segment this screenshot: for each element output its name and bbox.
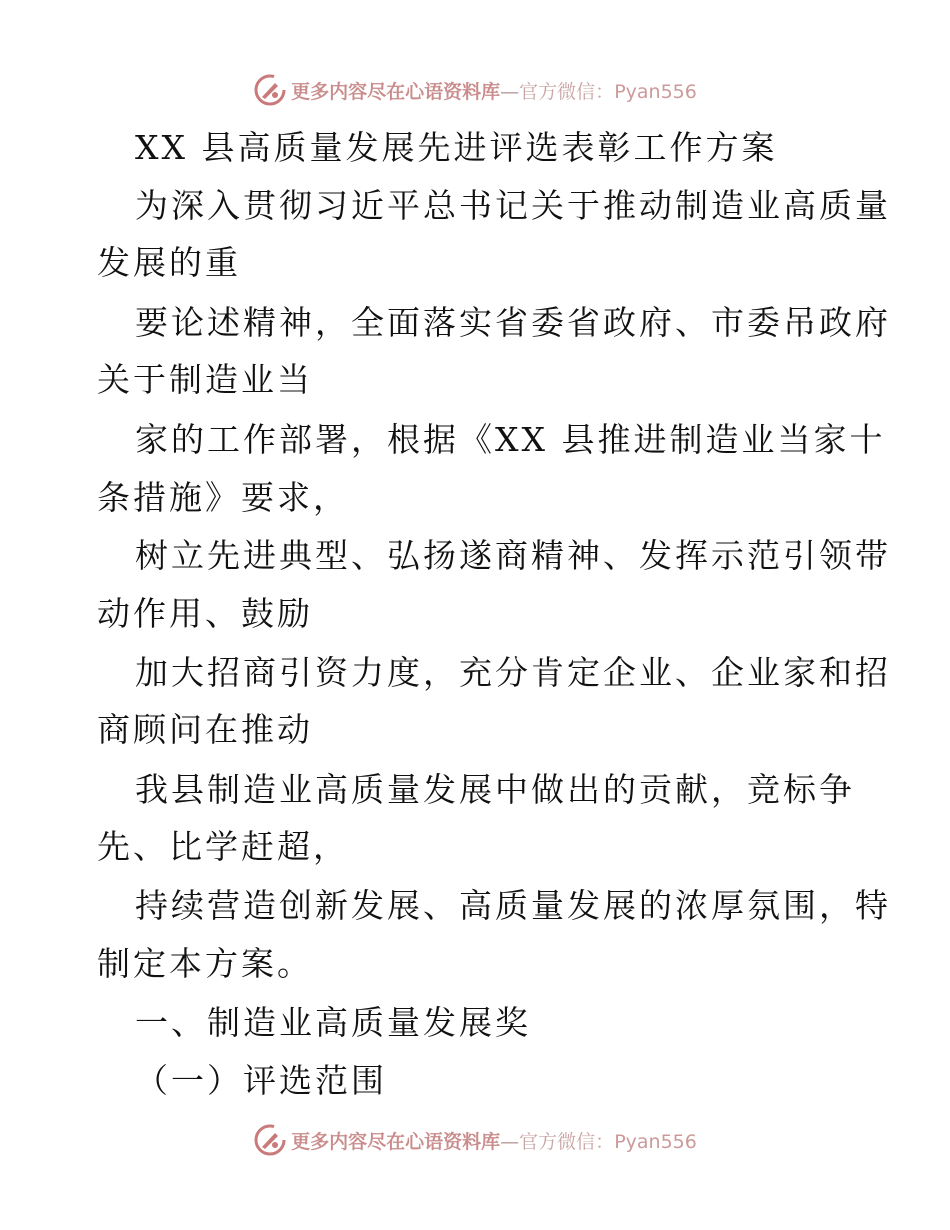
paragraph-line: 持续营造创新发展、高质量发展的浓厚氛围，特	[135, 886, 891, 925]
paragraph-line: 关于制造业当	[97, 360, 313, 399]
watermark-banner-top	[0, 70, 950, 110]
watermark-wechat-id: Pyan556	[614, 80, 697, 103]
paragraph-line: 加大招商引资力度，充分肯定企业、企业家和招	[135, 653, 891, 692]
watermark-dash: —	[500, 80, 520, 103]
subsection-heading: （一）评选范围	[135, 1061, 387, 1100]
watermark-wechat-label: 官方微信：	[519, 1130, 615, 1153]
watermark-content	[253, 1123, 697, 1157]
section-heading: 一、制造业高质量发展奖	[135, 1003, 531, 1042]
paragraph-line: 发展的重	[97, 243, 241, 282]
paragraph-line: 制定本方案。	[97, 944, 313, 983]
paragraph-line: 为深入贯彻习近平总书记关于推动制造业高质量	[135, 186, 891, 225]
brand-logo-icon	[253, 1123, 287, 1157]
paragraph-line: 家的工作部署，根据《XX 县推进制造业当家十	[135, 420, 886, 459]
paragraph-line: 条措施》要求，	[97, 478, 349, 517]
watermark-dash: —	[500, 1130, 520, 1153]
watermark-wechat-id: Pyan556	[614, 1130, 697, 1153]
watermark-wechat-label: 官方微信：	[519, 80, 615, 103]
watermark-banner-bottom	[0, 1120, 950, 1160]
watermark-text	[291, 1127, 697, 1154]
paragraph-line: 我县制造业高质量发展中做出的贡献，竞标争	[135, 770, 855, 809]
brand-logo-icon	[253, 73, 287, 107]
paragraph-line: 动作用、鼓励	[97, 594, 313, 633]
watermark-ad-text: 更多内容尽在心语资料库	[291, 1130, 501, 1153]
watermark-content	[253, 73, 697, 107]
watermark-ad-text: 更多内容尽在心语资料库	[291, 80, 501, 103]
paragraph-line: 要论述精神，全面落实省委省政府、市委吊政府	[135, 303, 891, 342]
paragraph-line: 先、比学赶超，	[97, 827, 349, 866]
watermark-text	[291, 77, 697, 104]
document-title: XX 县高质量发展先进评选表彰工作方案	[135, 128, 778, 167]
paragraph-line: 树立先进典型、弘扬遂商精神、发挥示范引领带	[135, 536, 891, 575]
paragraph-line: 商顾问在推动	[97, 710, 313, 749]
